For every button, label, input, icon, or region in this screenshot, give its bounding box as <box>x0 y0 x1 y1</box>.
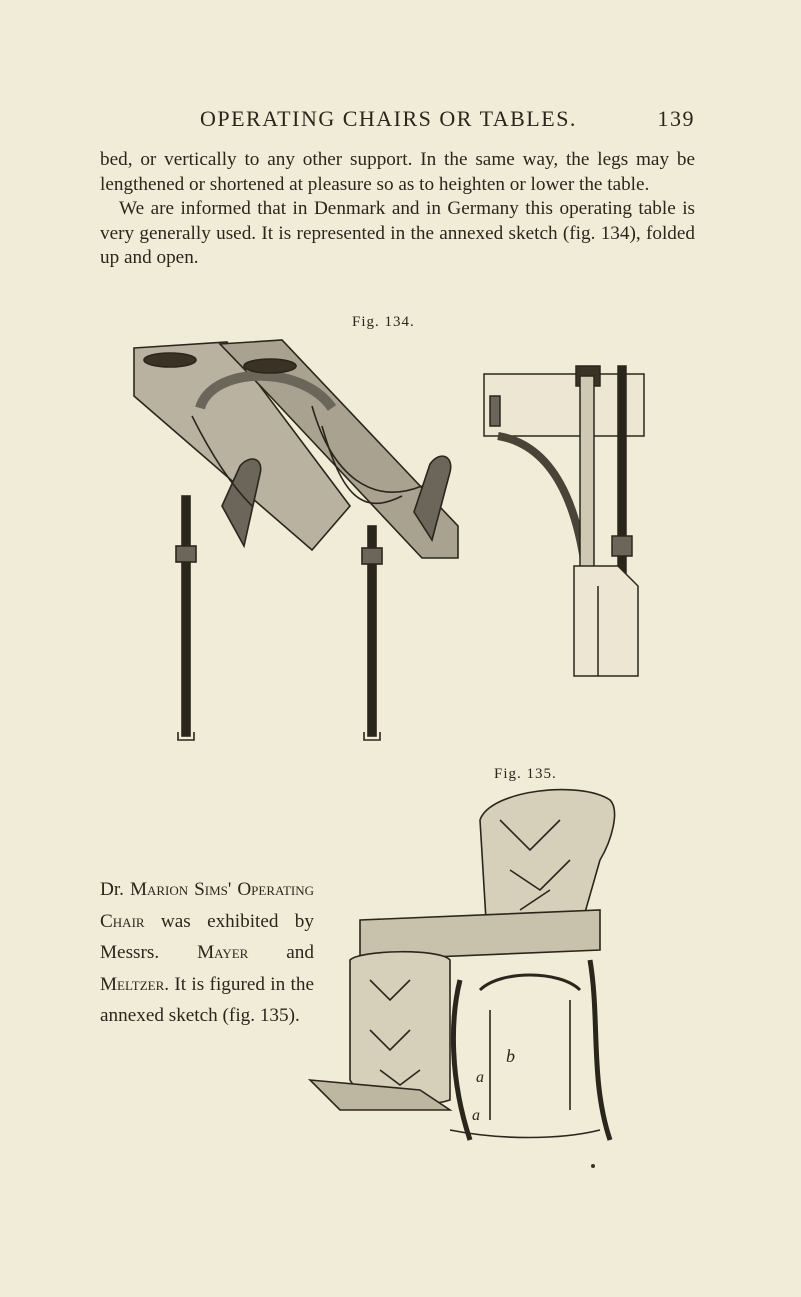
body-text <box>100 148 695 271</box>
ink-speck <box>591 1164 595 1168</box>
fig-135-chair-illustration <box>300 780 630 1160</box>
side-text-meltzer: Meltzer <box>100 973 165 995</box>
paragraph-1: bed, or vertically to any other support. In the same way, the legs may be lengthened or shortened at pleasure so as to heighten or lower the table. <box>100 149 695 195</box>
paragraph-2: We are informed that in Denmark and in Germany this operating table is very generally used. It is represented in the annexed sketch (fig. 134), folded up and open. <box>100 198 695 269</box>
fig-135-label-b: b <box>506 1046 515 1066</box>
side-text-and: and <box>248 942 314 963</box>
fig-134-caption: Fig. 134. <box>352 314 415 330</box>
side-text-dr: Dr. <box>100 879 130 900</box>
side-text <box>100 874 314 1032</box>
side-text-name: Marion Sims' <box>129 879 232 900</box>
side-paragraph <box>100 874 314 1032</box>
side-text-mayer: Mayer <box>197 942 249 963</box>
fig-135-label-a: a <box>476 1069 484 1086</box>
fig-135-caption: Fig. 135. <box>494 766 557 782</box>
fig-135-label-a-lower: a <box>472 1107 480 1124</box>
side-text-chair: Operating Chair <box>100 879 315 932</box>
side-text-rest2: . It is figured in the annexed sketch (fig. 135). <box>100 973 314 1026</box>
page-number: 139 <box>657 106 695 131</box>
fig-134-open-table-illustration <box>478 336 658 682</box>
fig-134-folded-table-illustration <box>132 336 462 746</box>
side-text-rest1: was exhibited by Messrs. <box>100 910 314 963</box>
running-head-title: OPERATING CHAIRS OR TABLES. <box>200 106 577 131</box>
